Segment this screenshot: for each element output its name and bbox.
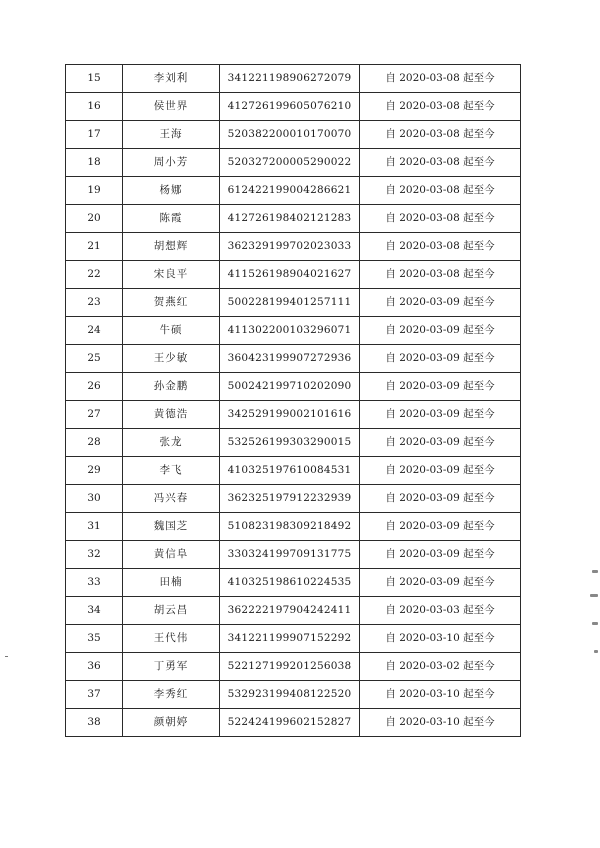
row-number-cell: 27 xyxy=(66,401,123,429)
id-number-cell: 500242199710202090 xyxy=(220,373,360,401)
row-number-cell: 15 xyxy=(66,65,123,93)
start-date-cell: 自 2020-03-09 起至今 xyxy=(360,541,521,569)
id-number-cell: 360423199907272936 xyxy=(220,345,360,373)
name-cell: 冯兴春 xyxy=(123,485,220,513)
name-cell: 宋良平 xyxy=(123,261,220,289)
name-cell: 陈霞 xyxy=(123,205,220,233)
id-number-cell: 341221198906272079 xyxy=(220,65,360,93)
name-cell: 王少敏 xyxy=(123,345,220,373)
row-number-cell: 29 xyxy=(66,457,123,485)
start-date-cell: 自 2020-03-09 起至今 xyxy=(360,289,521,317)
row-number-cell: 37 xyxy=(66,681,123,709)
records-table-body xyxy=(66,65,521,737)
name-cell: 张龙 xyxy=(123,429,220,457)
table-row xyxy=(66,401,521,429)
name-cell: 黄信阜 xyxy=(123,541,220,569)
row-number-cell: 33 xyxy=(66,569,123,597)
name-cell: 魏国芝 xyxy=(123,513,220,541)
name-cell: 王代伟 xyxy=(123,625,220,653)
row-number-cell: 34 xyxy=(66,597,123,625)
row-number-cell: 20 xyxy=(66,205,123,233)
start-date-cell: 自 2020-03-08 起至今 xyxy=(360,205,521,233)
table-row xyxy=(66,317,521,345)
start-date-cell: 自 2020-03-09 起至今 xyxy=(360,429,521,457)
table-row xyxy=(66,597,521,625)
name-cell: 黄德浩 xyxy=(123,401,220,429)
id-number-cell: 612422199004286621 xyxy=(220,177,360,205)
table-row xyxy=(66,205,521,233)
start-date-cell: 自 2020-03-08 起至今 xyxy=(360,93,521,121)
row-number-cell: 17 xyxy=(66,121,123,149)
name-cell: 胡想辉 xyxy=(123,233,220,261)
start-date-cell: 自 2020-03-08 起至今 xyxy=(360,121,521,149)
id-number-cell: 412726199605076210 xyxy=(220,93,360,121)
row-number-cell: 38 xyxy=(66,709,123,737)
start-date-cell: 自 2020-03-10 起至今 xyxy=(360,681,521,709)
name-cell: 周小芳 xyxy=(123,149,220,177)
row-number-cell: 31 xyxy=(66,513,123,541)
table-row xyxy=(66,177,521,205)
id-number-cell: 411526198904021627 xyxy=(220,261,360,289)
start-date-cell: 自 2020-03-09 起至今 xyxy=(360,569,521,597)
id-number-cell: 362222197904242411 xyxy=(220,597,360,625)
name-cell: 田楠 xyxy=(123,569,220,597)
row-number-cell: 18 xyxy=(66,149,123,177)
id-number-cell: 342529199002101616 xyxy=(220,401,360,429)
id-number-cell: 522127199201256038 xyxy=(220,653,360,681)
start-date-cell: 自 2020-03-02 起至今 xyxy=(360,653,521,681)
table-row xyxy=(66,625,521,653)
row-number-cell: 30 xyxy=(66,485,123,513)
table-row xyxy=(66,653,521,681)
name-cell: 孙金鹏 xyxy=(123,373,220,401)
row-number-cell: 36 xyxy=(66,653,123,681)
start-date-cell: 自 2020-03-09 起至今 xyxy=(360,317,521,345)
id-number-cell: 412726198402121283 xyxy=(220,205,360,233)
id-number-cell: 522424199602152827 xyxy=(220,709,360,737)
start-date-cell: 自 2020-03-08 起至今 xyxy=(360,177,521,205)
row-number-cell: 23 xyxy=(66,289,123,317)
name-cell: 李刘利 xyxy=(123,65,220,93)
start-date-cell: 自 2020-03-08 起至今 xyxy=(360,261,521,289)
table-row xyxy=(66,429,521,457)
table-row xyxy=(66,65,521,93)
start-date-cell: 自 2020-03-03 起至今 xyxy=(360,597,521,625)
name-cell: 贺燕红 xyxy=(123,289,220,317)
row-number-cell: 24 xyxy=(66,317,123,345)
name-cell: 李秀红 xyxy=(123,681,220,709)
name-cell: 丁勇军 xyxy=(123,653,220,681)
start-date-cell: 自 2020-03-09 起至今 xyxy=(360,345,521,373)
start-date-cell: 自 2020-03-08 起至今 xyxy=(360,233,521,261)
row-number-cell: 26 xyxy=(66,373,123,401)
table-row xyxy=(66,149,521,177)
start-date-cell: 自 2020-03-09 起至今 xyxy=(360,485,521,513)
table-row xyxy=(66,513,521,541)
id-number-cell: 532526199303290015 xyxy=(220,429,360,457)
start-date-cell: 自 2020-03-10 起至今 xyxy=(360,709,521,737)
scan-speck xyxy=(5,656,8,657)
table-row xyxy=(66,709,521,737)
start-date-cell: 自 2020-03-09 起至今 xyxy=(360,401,521,429)
start-date-cell: 自 2020-03-09 起至今 xyxy=(360,457,521,485)
id-number-cell: 362325197912232939 xyxy=(220,485,360,513)
start-date-cell: 自 2020-03-08 起至今 xyxy=(360,65,521,93)
id-number-cell: 410325197610084531 xyxy=(220,457,360,485)
table-row xyxy=(66,373,521,401)
table-row xyxy=(66,345,521,373)
name-cell: 王海 xyxy=(123,121,220,149)
table-row xyxy=(66,233,521,261)
id-number-cell: 330324199709131775 xyxy=(220,541,360,569)
edge-bleed-marks xyxy=(588,570,598,660)
table-row xyxy=(66,289,521,317)
name-cell: 杨娜 xyxy=(123,177,220,205)
table-row xyxy=(66,121,521,149)
row-number-cell: 22 xyxy=(66,261,123,289)
row-number-cell: 28 xyxy=(66,429,123,457)
id-number-cell: 410325198610224535 xyxy=(220,569,360,597)
table-row xyxy=(66,457,521,485)
id-number-cell: 532923199408122520 xyxy=(220,681,360,709)
id-number-cell: 510823198309218492 xyxy=(220,513,360,541)
row-number-cell: 35 xyxy=(66,625,123,653)
name-cell: 侯世界 xyxy=(123,93,220,121)
name-cell: 牛硕 xyxy=(123,317,220,345)
row-number-cell: 25 xyxy=(66,345,123,373)
row-number-cell: 16 xyxy=(66,93,123,121)
table-row xyxy=(66,485,521,513)
id-number-cell: 520327200005290022 xyxy=(220,149,360,177)
start-date-cell: 自 2020-03-09 起至今 xyxy=(360,373,521,401)
table-row xyxy=(66,93,521,121)
row-number-cell: 19 xyxy=(66,177,123,205)
id-number-cell: 500228199401257111 xyxy=(220,289,360,317)
table-row xyxy=(66,261,521,289)
start-date-cell: 自 2020-03-09 起至今 xyxy=(360,513,521,541)
row-number-cell: 21 xyxy=(66,233,123,261)
id-number-cell: 362329199702023033 xyxy=(220,233,360,261)
id-number-cell: 520382200010170070 xyxy=(220,121,360,149)
name-cell: 李飞 xyxy=(123,457,220,485)
name-cell: 颜朝婷 xyxy=(123,709,220,737)
id-number-cell: 341221199907152292 xyxy=(220,625,360,653)
table-row xyxy=(66,681,521,709)
table-row xyxy=(66,569,521,597)
id-number-cell: 411302200103296071 xyxy=(220,317,360,345)
table-row xyxy=(66,541,521,569)
start-date-cell: 自 2020-03-08 起至今 xyxy=(360,149,521,177)
name-cell: 胡云昌 xyxy=(123,597,220,625)
row-number-cell: 32 xyxy=(66,541,123,569)
start-date-cell: 自 2020-03-10 起至今 xyxy=(360,625,521,653)
records-table xyxy=(65,64,521,737)
